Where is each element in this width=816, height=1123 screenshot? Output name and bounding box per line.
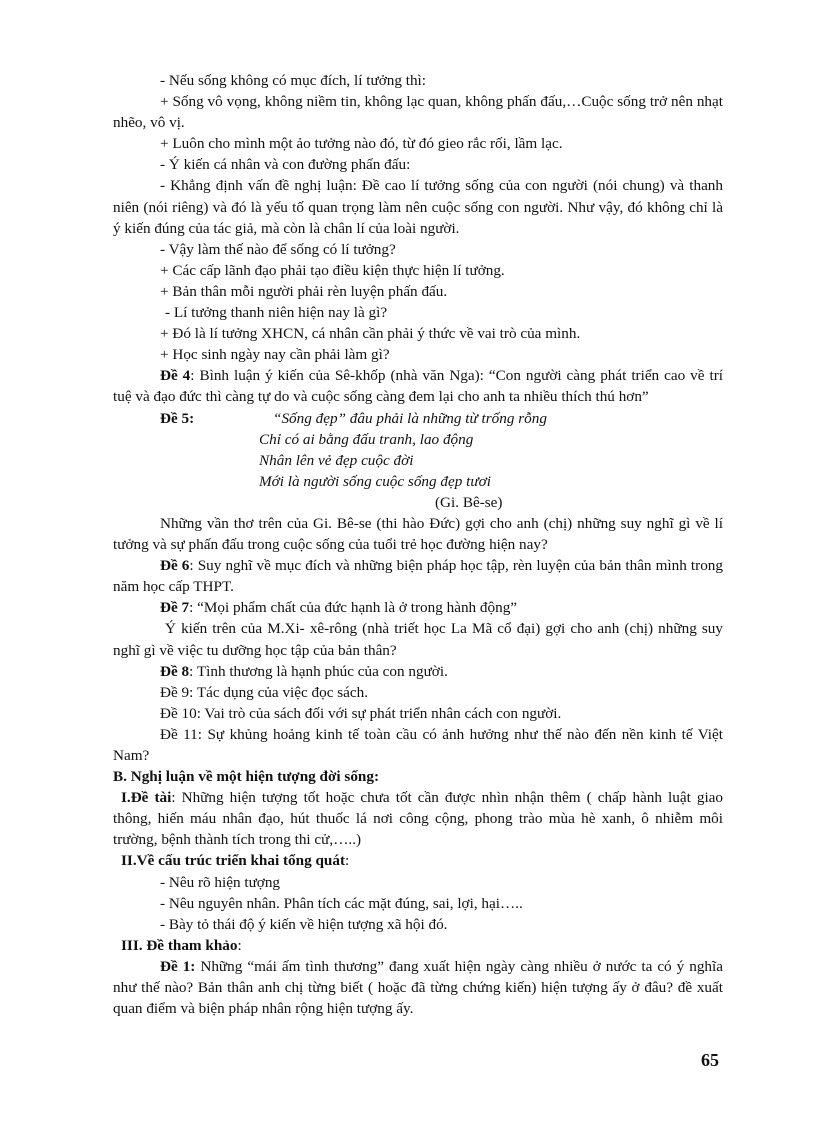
reference-label: III. Đề tham khảo: [121, 936, 238, 954]
line: + Bản thân mỗi người phải rèn luyện phấn đấu.: [160, 282, 448, 300]
line: + Đó là lí tưởng XHCN, cá nhân cần phải ý thức về vai trò của mình.: [160, 325, 581, 343]
exercise-label: Đề 5:: [160, 409, 195, 427]
line: + Sống vô vọng, không niềm tin, không lạc quan, không phấn đấu,…Cuộc sống trở nên nhạt nhẽo, vô vị.: [113, 93, 723, 132]
line: + Luôn cho mình một ảo tưởng nào đó, từ đó gieo rắc rối, lầm lạc.: [160, 135, 563, 153]
exercise-label: Đề 4: [160, 367, 191, 385]
list-item: - Bày tỏ thái độ ý kiến về hiện tượng xã hội đó.: [160, 915, 448, 933]
line: - Ý kiến cá nhân và con đường phấn đấu:: [160, 156, 411, 174]
exercise-11: Đề 11: Sự khủng hoảng kinh tế toàn cầu có ảnh hưởng như thế nào đến nền kinh tế Việt Nam?: [113, 725, 723, 764]
exercise-text: : “Mọi phẩm chất của đức hạnh là ở trong hành động”: [189, 599, 518, 617]
section-heading: B. Nghị luận về một hiện tượng đời sống:: [113, 768, 380, 786]
topic-label: I.Đề tài: [121, 789, 172, 807]
poem-line: Mới là người sống cuộc sống đẹp tươi: [259, 472, 491, 490]
exercise-10: Đề 10: Vai trò của sách đối với sự phát triển nhân cách con người.: [160, 704, 562, 722]
exercise-label: Đề 7: [160, 599, 190, 617]
exercise-8: [113, 661, 723, 682]
exercise-text: Ý kiến trên của M.Xi- xê-rông (nhà triết học La Mã cổ đại) gợi cho anh (chị) những suy nghĩ gì về việc tu dưỡng học tập của bản thân?: [113, 620, 723, 659]
poem-author: (Gi. Bê-se): [435, 493, 503, 511]
exercise-text: : Tình thương là hạnh phúc của con người.: [189, 662, 448, 680]
exercise-text: : Suy nghĩ về mục đích và những biện pháp học tập, rèn luyện của bản thân mình trong năm học cấp THPT.: [113, 557, 723, 596]
page-content: [113, 70, 723, 1019]
poem-line: Nhân lên vẻ đẹp cuộc đời: [259, 451, 414, 469]
line: + Các cấp lãnh đạo phải tạo điều kiện thực hiện lí tưởng.: [160, 261, 505, 279]
exercise-label: Đề 8: [160, 662, 190, 680]
list-item: - Nêu nguyên nhân. Phân tích các mặt đúng, sai, lợi, hại…..: [160, 894, 523, 912]
exercise-4: [113, 365, 723, 407]
structure-label: II.Về cấu trúc triển khai tổng quát: [121, 852, 346, 870]
poem-line: Chỉ có ai bằng đấu tranh, lao động: [259, 430, 474, 448]
reference-exercise-1: [113, 956, 723, 1019]
line: + Học sinh ngày nay cần phải làm gì?: [160, 346, 390, 364]
exercise-text: : Bình luận ý kiến của Sê-khốp (nhà văn Nga): “Con người càng phát triển cao về trí tuệ và đạo đức thì càng tự do và cuộc sống càng đem lại cho anh ta nhiều thích thú hơn”: [113, 367, 723, 406]
line: - Lí tưởng thanh niên hiện nay là gì?: [165, 304, 388, 322]
exercise-label: Đề 1:: [160, 957, 196, 975]
line: - Nếu sống không có mục đích, lí tưởng thì:: [160, 72, 426, 89]
exercise-6: [113, 555, 723, 597]
reference-heading: [113, 935, 723, 956]
line: - Vậy làm thế nào để sống có lí tưởng?: [160, 240, 396, 258]
structure-heading: [113, 850, 723, 871]
poem-line: “Sống đẹp” đâu phải là những từ trống rỗng: [273, 409, 547, 427]
topic-text: : Những hiện tượng tốt hoặc chưa tốt cần được nhìn nhận thêm ( chấp hành luật giao thông, hiến máu nhân đạo, hút thuốc lá nơi công cộng, phong trào mùa hè xanh, ô nhiễm môi trường, bệnh thành tích trong thi cử,…..): [113, 789, 723, 849]
structure-colon: :: [345, 852, 350, 870]
topic: [113, 787, 723, 850]
reference-colon: :: [237, 936, 242, 954]
exercise-text: Những “mái ấm tình thương” đang xuất hiện ngày càng nhiều ở nước ta có ý nghĩa như thế nào? Bản thân anh chị từng biết ( hoặc đã từng chứng kiến) hiện tượng ấy ở đâu? đề xuất quan điểm và biện pháp nhân rộng hiện tượng ấy.: [113, 957, 723, 1018]
exercise-5-header: [113, 408, 723, 429]
exercise-9: Đề 9: Tác dụng của việc đọc sách.: [160, 683, 369, 701]
list-item: - Nêu rõ hiện tượng: [160, 873, 281, 891]
exercise-text: Những vần thơ trên của Gi. Bê-se (thi hào Đức) gợi cho anh (chị) những suy nghĩ gì về lí tưởng và sự phấn đấu trong cuộc sống của tuổi trẻ học đường hiện nay?: [113, 514, 723, 554]
exercise-label: Đề 6: [160, 557, 190, 575]
exercise-7: [113, 597, 723, 618]
line: - Khẳng định vấn đề nghị luận: Đề cao lí tưởng sống của con người (nói chung) và thanh niên (nói riêng) và đó là yếu tố quan trọng làm nên cuộc sống con người. Như vậy, đó không chỉ là ý kiến đúng của tác giả, mà còn là chân lí của loài người.: [113, 177, 723, 237]
page-number: 65: [701, 1050, 719, 1070]
